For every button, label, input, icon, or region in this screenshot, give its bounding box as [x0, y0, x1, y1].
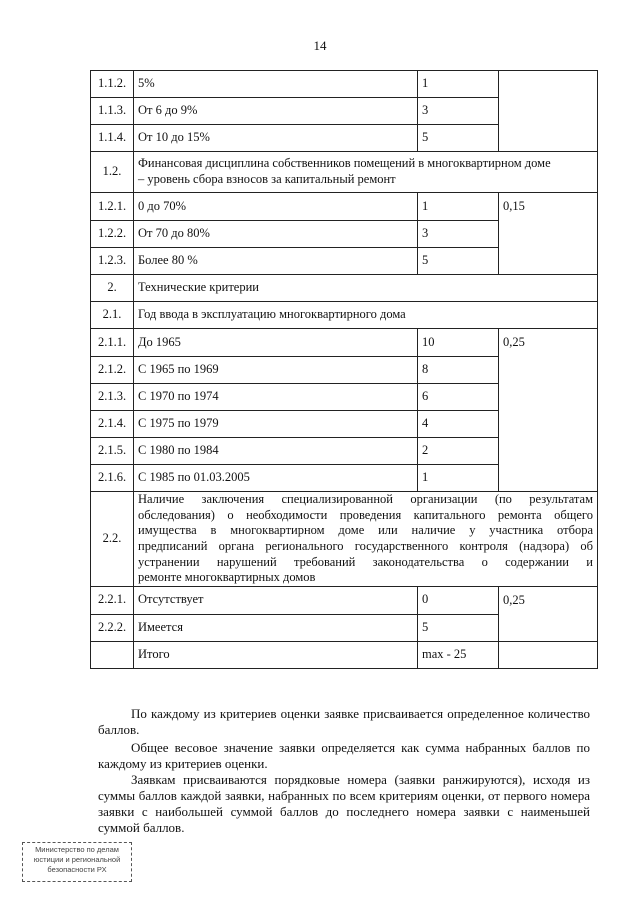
table-row [91, 71, 598, 98]
table-row [91, 586, 598, 614]
weight-cell: 0,25 [499, 329, 598, 492]
section-title-line: имущества в многоквартирном доме или наличие у участника отбора [138, 523, 593, 538]
score-cell: 2 [418, 438, 499, 465]
paragraph-text: По каждому из критериев оценки заявке присваивается определенное количество баллов. [98, 706, 590, 737]
table-row-section [91, 302, 598, 329]
score-cell: 6 [418, 384, 499, 411]
section-title-line: – уровень сбора взносов за капитальный ремонт [138, 172, 396, 186]
paragraph [98, 772, 590, 836]
section-title [134, 152, 598, 193]
section-title-line: Наличие заключения специализированной организации (по результатам [138, 492, 593, 506]
criterion-text: С 1970 по 1974 [134, 384, 418, 411]
criterion-text: От 70 до 80% [134, 221, 418, 248]
weight-cell [499, 641, 598, 668]
weight-cell: 0,15 [499, 193, 598, 275]
section-title [134, 492, 598, 587]
row-number: 1.1.3. [91, 98, 134, 125]
score-cell: 3 [418, 98, 499, 125]
paragraph [98, 706, 590, 738]
page-number: 14 [313, 38, 327, 53]
criterion-text: Имеется [134, 614, 418, 641]
criterion-text: С 1985 по 01.03.2005 [134, 465, 418, 492]
criterion-text: С 1965 по 1969 [134, 357, 418, 384]
section-title-line: ремонте многоквартирных домов [138, 570, 316, 585]
criterion-text: 0 до 70% [134, 193, 418, 221]
table-row-section [91, 152, 598, 193]
criterion-text: До 1965 [134, 329, 418, 357]
section-title-line: обследования) о необходимости проведения капитального ремонта общего [138, 507, 593, 522]
table-row-section [91, 275, 598, 302]
paragraph [98, 740, 590, 772]
row-number [91, 641, 134, 668]
criterion-text: Отсутствует [134, 586, 418, 614]
score-cell: 0 [418, 586, 499, 614]
score-cell: 8 [418, 357, 499, 384]
total-score: max - 25 [418, 641, 499, 668]
row-number: 2.2.2. [91, 614, 134, 641]
section-title-line: Финансовая дисциплина собственников помещений в многоквартирном доме [138, 156, 551, 171]
row-number: 1.1.2. [91, 71, 134, 98]
score-cell: 1 [418, 465, 499, 492]
row-number: 2.2.1. [91, 586, 134, 614]
row-number: 1.2.3. [91, 248, 134, 275]
weight-cell [499, 71, 598, 152]
total-row [91, 641, 598, 668]
row-number: 2. [91, 275, 134, 302]
row-number: 2.1.5. [91, 438, 134, 465]
row-number: 2.1.3. [91, 384, 134, 411]
criteria-table [90, 70, 598, 669]
score-cell: 4 [418, 411, 499, 438]
score-cell: 5 [418, 248, 499, 275]
score-cell: 1 [418, 71, 499, 98]
section-title: Технические критерии [134, 275, 598, 302]
table-row-section [91, 492, 598, 587]
total-label: Итого [134, 641, 418, 668]
stamp-line: Министерство по делам [35, 845, 119, 854]
stamp-line: юстиции и региональной [33, 855, 121, 864]
criterion-text: С 1975 по 1979 [134, 411, 418, 438]
row-number: 2.1. [91, 302, 134, 329]
score-cell: 10 [418, 329, 499, 357]
row-number: 2.2. [91, 492, 134, 587]
row-number: 1.2. [91, 152, 134, 193]
criterion-text: Более 80 % [134, 248, 418, 275]
section-title: Год ввода в эксплуатацию многоквартирного дома [134, 302, 598, 329]
row-number: 2.1.4. [91, 411, 134, 438]
stamp-line: безопасности РХ [47, 865, 107, 874]
table-row [91, 329, 598, 357]
registration-stamp [22, 842, 132, 882]
row-number: 2.1.1. [91, 329, 134, 357]
paragraph-text: Общее весовое значение заявки определяется как сумма набранных баллов по каждому из критериев оценки. [98, 740, 590, 771]
section-title-line: предписаний органа регионального государственного контроля (надзора) об [138, 538, 593, 553]
row-number: 1.2.1. [91, 193, 134, 221]
score-cell: 1 [418, 193, 499, 221]
score-cell: 3 [418, 221, 499, 248]
row-number: 2.1.6. [91, 465, 134, 492]
criterion-text: С 1980 по 1984 [134, 438, 418, 465]
section-title-line: устранении нарушений требований законодательства о содержании и [138, 554, 593, 569]
score-cell: 5 [418, 614, 499, 641]
paragraph-text: Заявкам присваиваются порядковые номера (заявки ранжируются), исходя из суммы баллов каждой заявки, набранных по всем критериям оценки, от первого номера заявки с наибольшей суммой баллов до последнего номера заявки с наименьшей суммой баллов. [98, 772, 590, 835]
row-number: 2.1.2. [91, 357, 134, 384]
score-cell: 5 [418, 125, 499, 152]
criterion-text: От 6 до 9% [134, 98, 418, 125]
criterion-text: 5% [134, 71, 418, 98]
weight-cell: 0,25 [499, 586, 598, 641]
criterion-text: От 10 до 15% [134, 125, 418, 152]
row-number: 1.1.4. [91, 125, 134, 152]
row-number: 1.2.2. [91, 221, 134, 248]
table-row [91, 193, 598, 221]
